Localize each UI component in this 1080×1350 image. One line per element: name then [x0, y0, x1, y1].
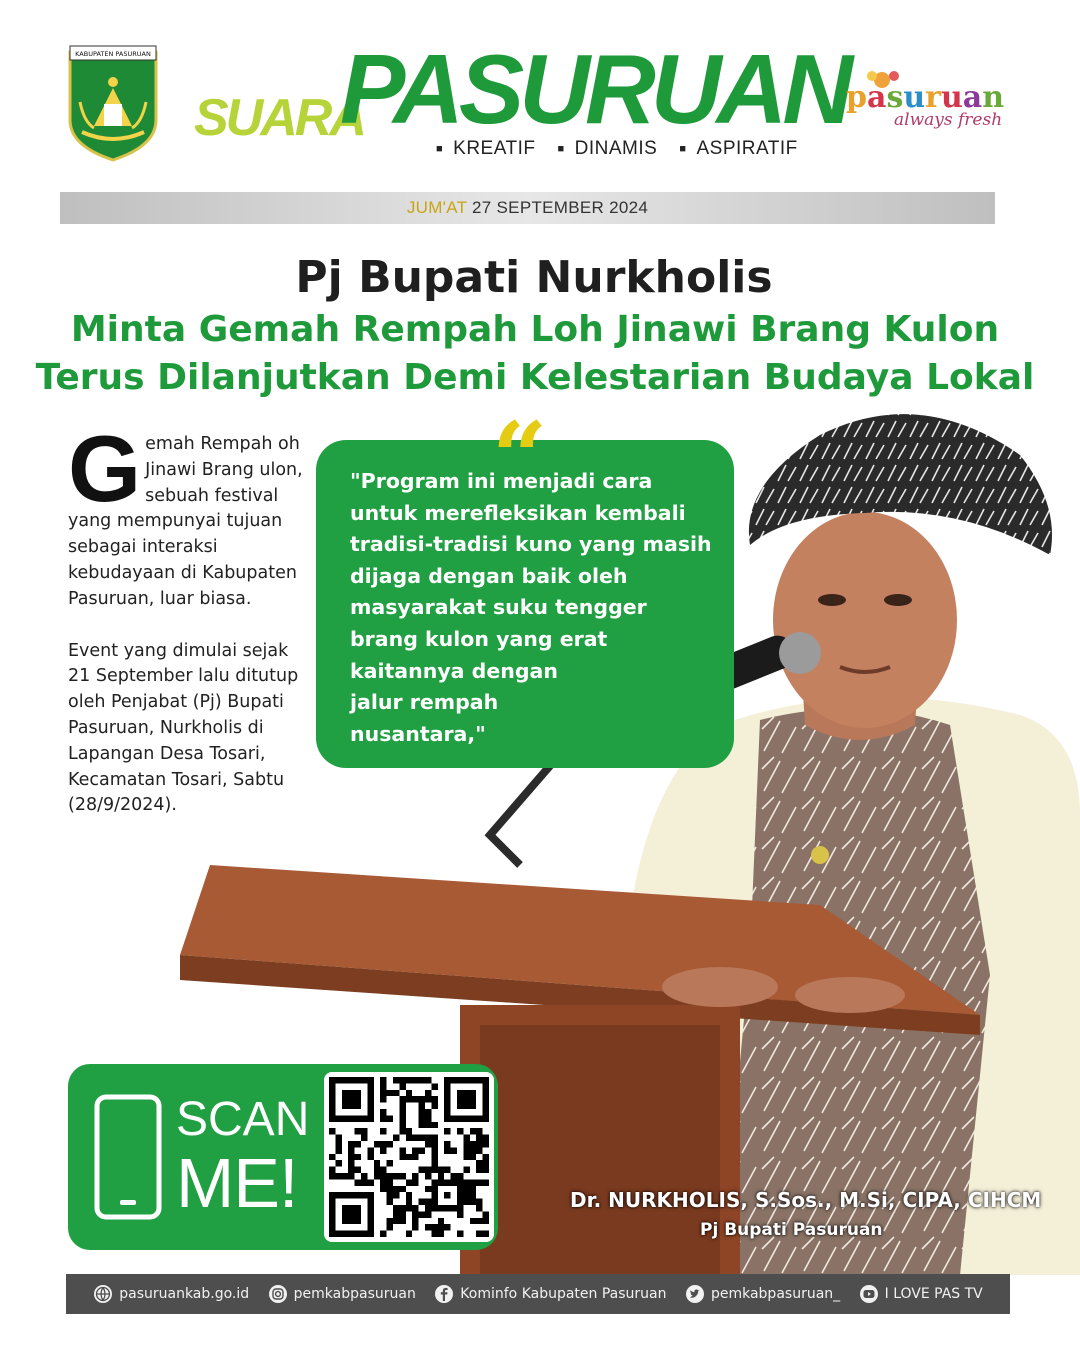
date-rest: 27 SEPTEMBER 2024: [472, 198, 649, 217]
article-paragraph: emah Rempah oh Jinawi Brang ulon, sebuah festival yang mempunyai tujuan sebagai interaksi kebudayaan di Kabupaten Pasuruan, luar biasa.: [68, 434, 303, 609]
pasuruan-always-fresh-logo: [842, 70, 1017, 140]
footer-label: pemkabpasuruan: [293, 1286, 416, 1302]
twitter-icon: [685, 1284, 705, 1304]
scan-label: SCAN: [176, 1093, 310, 1146]
article-paragraph: Event yang dimulai sejak 21 September lalu ditutup oleh Penjabat (Pj) Bupati Pasuruan, Nurkholis di Lapangan Desa Tosari, Kecamatan Tosari, Sabtu (28/9/2024).: [68, 640, 299, 816]
footer-label: pasuruankab.go.id: [119, 1286, 250, 1302]
quote-mark-icon: “: [492, 401, 548, 514]
footer-label: I LOVE PAS TV: [884, 1286, 983, 1302]
drop-cap: G: [68, 416, 142, 521]
footer-label: Kominfo Kabupaten Pasuruan: [460, 1286, 667, 1302]
tagline: [436, 138, 798, 160]
headline-main: Pj Bupati Nurkholis: [295, 252, 773, 303]
footer-facebook[interactable]: [434, 1284, 666, 1304]
brand-word: pasuruan: [846, 80, 1005, 115]
emblem-text: KABUPATEN PASURUAN: [75, 50, 151, 58]
tagline-item: ■ KREATIF: [436, 138, 535, 160]
footer-label: pemkabpasuruan_: [710, 1286, 841, 1302]
headline-sub-line: Terus Dilanjutkan Demi Kelestarian Budaya Lokal: [35, 357, 1035, 398]
youtube-icon: [859, 1284, 879, 1304]
kabupaten-pasuruan-emblem: [64, 42, 162, 164]
scan-me-label: [176, 1094, 309, 1220]
instagram-icon: [268, 1284, 288, 1304]
brand-subtitle: always fresh: [894, 110, 1003, 130]
quote-text: "Program ini menjadi cara untuk merefleksikan kembali tradisi-tradisi kuno yang masih dijaga dengan baik oleh masyarakat suku tengger brang kulon yang erat kaitannya dengan jalur rempah nusantara,": [350, 469, 712, 746]
footer-twitter[interactable]: [685, 1284, 840, 1304]
masthead-pasuruan: PASURUAN: [340, 34, 849, 144]
qr-code[interactable]: [324, 1072, 494, 1242]
tagline-item: ■ DINAMIS: [557, 138, 657, 160]
footer-bar: [66, 1274, 1010, 1314]
headline-sub: [0, 306, 1070, 402]
footer-youtube[interactable]: [859, 1284, 983, 1304]
caption-title: Pj Bupati Pasuruan: [700, 1220, 883, 1240]
caption-name: Dr. NURKHOLIS, S.Sos., M.Si, CIPA, CIHCM: [570, 1188, 1042, 1212]
date-day: JUM'AT: [406, 198, 467, 217]
masthead: [190, 34, 849, 170]
headline-sub-line: Minta Gemah Rempah Loh Jinawi Brang Kulon: [70, 309, 1000, 350]
scan-me-box: [68, 1064, 498, 1250]
globe-icon: [93, 1284, 113, 1304]
facebook-icon: [434, 1284, 454, 1304]
date-bar: [60, 192, 995, 224]
footer-instagram[interactable]: [268, 1284, 416, 1304]
article-body: [68, 416, 308, 819]
footer-website[interactable]: [93, 1284, 249, 1304]
tagline-item: ■ ASPIRATIF: [679, 138, 797, 160]
masthead-suara: SUARA: [194, 89, 364, 147]
smartphone-icon: [94, 1094, 162, 1220]
me-label: ME!: [176, 1144, 298, 1222]
